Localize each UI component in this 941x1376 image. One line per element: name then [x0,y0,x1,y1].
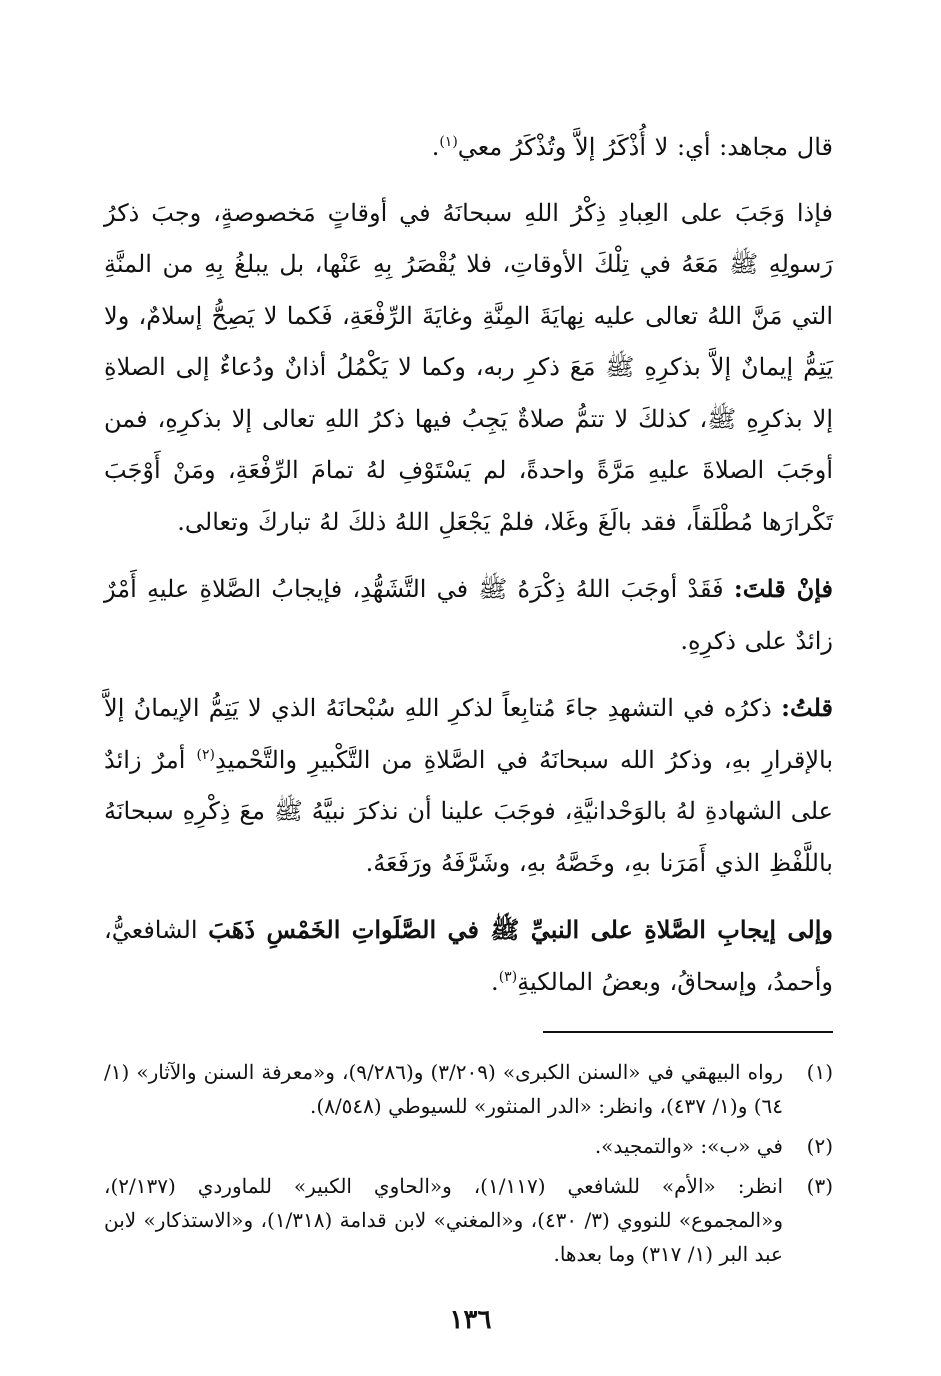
footnote-3 [104,1169,833,1271]
footnote-2-number: (٢) [806,1134,833,1158]
paragraph-5-end: . [491,967,499,996]
paragraph-5-lead: وإلى إيجابِ الصَّلاةِ على النبيِّ ﷺ في الصَّلَواتِ الخَمْسِ ذَهَبَ [208,915,833,944]
footnote-1 [104,1055,833,1123]
paragraph-3-text: فَقَدْ أوجَبَ اللهُ ذِكْرَهُ ﷺ في التَّشَهُّدِ، فإيجابُ الصَّلاةِ عليهِ أَمْرٌ زائدٌ على ذكرِهِ. [104,575,833,655]
paragraph-1-text: قال مجاهد: أي: لا أُذْكَرُ إلاَّ وتُذْكَرُ معي [457,133,833,161]
footnote-1-text: رواه البيهقي في «السنن الكبرى» (٣/٢٠٩) و(٩/٢٨٦)، و«معرفة السنن والآثار» (١/ ٦٤) و(١/ ٤٣٧)، وانظر: «الدر المنثور» للسيوطي (٨/٥٤٨). [104,1060,783,1118]
main-text [104,122,833,1008]
footnote-ref-3[interactable]: (٣) [498,968,518,985]
paragraph-2-text: فإذا وَجَبَ على العِبادِ ذِكْرُ اللهِ سبحانَهُ في أوقاتٍ مَخصوصةٍ، وجبَ ذكرُ رَسولِهِ ﷺ مَعَهُ في تِلْكَ الأوقاتِ، فلا يُقْصَرُ بِهِ عَنْها، بل يبلغُ بِهِ من المنَّةِ التي مَنَّ اللهُ تعالى عليه نِهايَةَ المِنَّةِ وغايَةَ الرِّفْعَةِ، فَكما لا يَصِحُّ إسلامٌ، ولا يَتِمُّ إيمانٌ إلاَّ بذكرِهِ ﷺ مَعَ ذكرِ ربه، وكما لا يَكْمُلُ أذانٌ ودُعاءٌ إلى الصلاةِ إلا بذكرِهِ ﷺ، كذلكَ لا تتمُّ صلاةٌ يَجِبُ فيها ذكرُ اللهِ تعالى إلا بذكرِهِ، فمن أوجَبَ الصلاةَ عليهِ مَرَّةً واحدةً، لم يَسْتَوْفِ لهُ تمامَ الرِّفْعَةِ، ومَنْ أَوْجَبَ تَكْرارَها مُطْلَقاً، فقد بالَغَ وغَلا، فلمْ يَجْعَلِ اللهُ ذلكَ لهُ تباركَ وتعالى. [104,198,834,536]
footnote-2-text: في «ب»: «والتمجيد». [594,1134,783,1158]
paragraph-5 [104,904,833,1008]
paragraph-1-end: . [431,133,440,161]
paragraph-4-lead: قلتُ: [781,693,833,722]
footnote-separator [543,1031,833,1033]
footnote-3-text: انظر: «الأم» للشافعي (١/١١٧)، و«الحاوي الكبير» للماوردي (٢/١٣٧)، و«المجموع» للنووي (٣/ ٤٣٠)، و«المغني» لابن قدامة (١/٣١٨)، و«الاستذكار» لابن عبد البر (١/ ٣١٧) وما بعدها. [104,1174,783,1266]
footnote-ref-2[interactable]: (٢) [196,746,216,763]
page-number: ١٣٦ [449,1305,492,1335]
footnotes [104,1055,833,1271]
paragraph-3 [104,563,833,667]
paragraph-5-text: الشافعيُّ، وأحمدُ، وإسحاقُ، وبعضُ المالكيةِ [104,916,833,996]
paragraph-1 [104,122,833,174]
paragraph-2 [104,188,833,549]
footnote-ref-1[interactable]: (١) [439,134,458,150]
footnote-3-number: (٣) [806,1174,833,1198]
footnote-1-number: (١) [806,1060,833,1084]
footnote-2 [104,1129,833,1163]
paragraph-4-text-b: أمرٌ زائدٌ على الشهادةِ لهُ بالوَحْدانيَّةِ، فوجَبَ علينا أن نذكرَ نبيَّهُ ﷺ معَ ذِكْرِهِ سبحانَهُ باللَّفْظِ الذي أَمَرَنا بهِ، وخَصَّهُ بهِ، وشَرَّفَهُ ورَفَعَهُ. [104,745,833,877]
paragraph-4-text-a: ذكرُه في التشهدِ جاءَ مُتابِعاً لذكرِ اللهِ سُبْحانَهُ الذي لا يَتِمُّ الإيمانُ إلاَّ بالإقرارِ بهِ، وذكرُ الله سبحانَهُ في الصَّلاةِ من التَّكْبيرِ والتَّحْميدِ [104,694,833,774]
paragraph-4 [104,682,833,889]
footnote-separator-wrap [104,1023,833,1055]
paragraph-3-lead: فإنْ قلتَ: [733,574,833,603]
